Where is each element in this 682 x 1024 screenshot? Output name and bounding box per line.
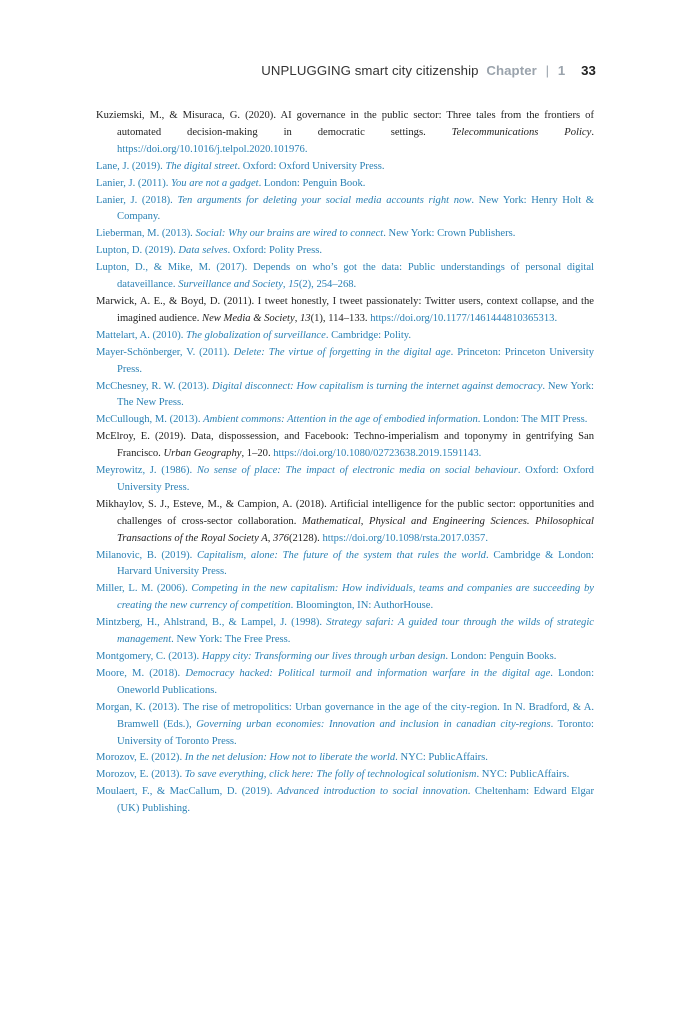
reference-title: Surveillance and Society bbox=[178, 279, 283, 291]
book-title: UNPLUGGING smart city citizenship bbox=[261, 63, 479, 78]
reference-text: . Oxford: Oxford University Press. bbox=[237, 160, 385, 172]
reference-title: Governing urban economies: Innovation and inclusion in canadian city-regions bbox=[196, 718, 551, 730]
chapter-number: 1 bbox=[557, 63, 566, 78]
reference-text: Montgomery, C. (2013). bbox=[96, 651, 202, 662]
reference-text: (1), 114–133. bbox=[310, 312, 371, 324]
reference-text: . New York: Crown Publishers. bbox=[383, 228, 516, 240]
reference-entry[interactable] bbox=[96, 345, 594, 379]
reference-text: Morozov, E. (2013). bbox=[96, 769, 185, 781]
reference-title: Data selves bbox=[178, 245, 228, 257]
reference-text: . Toronto: University of Toronto Press. bbox=[117, 718, 594, 747]
reference-title: Capitalism, alone: The future of the system that rules the world bbox=[196, 549, 486, 561]
reference-text: McCullough, M. (2013). bbox=[96, 414, 204, 426]
reference-text: . New York: Henry Holt & Company. bbox=[117, 194, 595, 223]
reference-entry[interactable] bbox=[96, 463, 594, 497]
reference-entry[interactable] bbox=[96, 581, 594, 615]
reference-text: . Cambridge: Polity. bbox=[325, 329, 412, 341]
reference-title: No sense of place: The impact of electronic media on social behaviour bbox=[196, 465, 518, 477]
reference-title: Strategy safari: A guided tour through the wilds of strategic management bbox=[117, 617, 594, 646]
reference-text: . NYC: PublicAffairs. bbox=[476, 769, 570, 781]
page-number: 33 bbox=[581, 63, 596, 78]
reference-text: Lanier, J. (2011). bbox=[96, 177, 172, 189]
reference-entry bbox=[96, 108, 594, 159]
reference-title: Telecommunications Policy bbox=[451, 126, 592, 138]
reference-entry[interactable] bbox=[96, 750, 594, 767]
reference-text: . London: Penguin Book. bbox=[258, 177, 366, 189]
reference-text: . New York: The Free Press. bbox=[171, 634, 291, 646]
reference-text: Mattelart, A. (2010). bbox=[96, 329, 187, 341]
reference-title: Democracy hacked: Political turmoil and information warfare in the digital age bbox=[185, 667, 551, 679]
reference-text: Morgan, K. (2013). The rise of metropolitics: Urban governance in the age of the city-region. In N. Bradford, & A. Bramwell (Eds.), bbox=[96, 701, 594, 730]
reference-text: . Princeton: Princeton University Press. bbox=[117, 346, 595, 375]
reference-entry[interactable] bbox=[96, 649, 594, 666]
reference-entry[interactable] bbox=[96, 767, 594, 784]
reference-title: Urban Geography bbox=[163, 448, 242, 460]
reference-text: Kuziemski, M., & Misuraca, G. (2020). AI governance in the public sector: Three tales from the frontiers of automated decision-making in democratic settings. bbox=[96, 110, 594, 138]
reference-text: Meyrowitz, J. (1986). bbox=[96, 465, 197, 477]
reference-entry[interactable] bbox=[96, 176, 594, 193]
reference-entry bbox=[96, 294, 594, 328]
reference-doi-link[interactable]: https://doi.org/10.1177/1461444810365313. bbox=[370, 312, 558, 324]
reference-text: Lupton, D. (2019). bbox=[96, 245, 179, 257]
reference-title: Advanced introduction to social innovation bbox=[277, 786, 468, 798]
reference-doi-link[interactable]: https://doi.org/10.1098/rsta.2017.0357. bbox=[322, 532, 488, 544]
reference-entry[interactable] bbox=[96, 193, 594, 227]
reference-punct: , bbox=[282, 279, 289, 291]
reference-text: Mayer-Schönberger, V. (2011). bbox=[96, 346, 234, 358]
reference-title: Ambient commons: Attention in the age of embodied information bbox=[203, 414, 478, 426]
reference-text: Miller, L. M. (2006). bbox=[96, 583, 192, 595]
reference-entry[interactable] bbox=[96, 666, 594, 700]
reference-title: The globalization of surveillance bbox=[186, 329, 326, 341]
reference-text: Mintzberg, H., Ahlstrand, B., & Lampel, J. (1998). bbox=[96, 617, 327, 629]
reference-entry bbox=[96, 497, 594, 548]
reference-text: . NYC: PublicAffairs. bbox=[395, 752, 488, 764]
reference-title: In the net delusion: How not to liberate the world bbox=[184, 752, 396, 764]
reference-doi-link[interactable]: https://doi.org/10.1080/02723638.2019.1591143. bbox=[273, 448, 482, 460]
reference-title: The digital street bbox=[165, 160, 238, 172]
chapter-label: Chapter bbox=[486, 63, 537, 78]
reference-text: McChesney, R. W. (2013). bbox=[96, 380, 213, 392]
reference-text: (2), 254–268. bbox=[298, 279, 357, 291]
reference-title: Competing in the new capitalism: How individuals, teams and companies are succeeding by creating the new currency of competition bbox=[117, 583, 594, 612]
reference-text: . London: Oneworld Publications. bbox=[117, 667, 595, 696]
reference-list bbox=[96, 108, 594, 818]
reference-entry bbox=[96, 429, 594, 463]
reference-title: Mathematical, Physical and Engineering Sciences. Philosophical Transactions of the Royal Society A bbox=[117, 515, 594, 544]
reference-text: Marwick, A. E., & Boyd, D. (2011). I tweet honestly, I tweet passionately: Twitter users, context collapse, and the imagined audience. bbox=[96, 295, 594, 324]
reference-entry[interactable] bbox=[96, 226, 594, 243]
reference-title: New Media & Society bbox=[202, 312, 295, 324]
reference-volume: 15 bbox=[288, 279, 299, 291]
reference-text: (2128). bbox=[288, 532, 323, 544]
reference-volume: 376 bbox=[273, 532, 289, 544]
reference-punct: , bbox=[267, 532, 274, 544]
reference-text: . Oxford: Oxford University Press. bbox=[117, 465, 594, 493]
reference-text: Lieberman, M. (2013). bbox=[96, 228, 196, 240]
reference-entry[interactable] bbox=[96, 243, 594, 260]
reference-text: Lane, J. (2019). bbox=[96, 160, 166, 172]
reference-title: Ten arguments for deleting your social media accounts right now bbox=[177, 194, 472, 206]
reference-entry[interactable] bbox=[96, 379, 594, 413]
reference-text: . bbox=[591, 126, 594, 138]
reference-text: . London: The MIT Press. bbox=[477, 414, 588, 426]
reference-title: Happy city: Transforming our lives through urban design bbox=[201, 651, 446, 662]
running-header bbox=[261, 63, 596, 78]
reference-entry[interactable] bbox=[96, 700, 594, 751]
reference-text: Mikhaylov, S. J., Esteve, M., & Campion, A. (2018). Artificial intelligence for the public sector: opportunities and challenges of cross-sector collaboration. bbox=[96, 498, 594, 527]
reference-entry[interactable] bbox=[96, 260, 594, 294]
reference-entry[interactable] bbox=[96, 159, 594, 176]
reference-entry[interactable] bbox=[96, 548, 594, 582]
reference-text: Lanier, J. (2018). bbox=[96, 194, 178, 206]
reference-text: Moore, M. (2018). bbox=[96, 667, 186, 679]
reference-title: Delete: The virtue of forgetting in the digital age bbox=[233, 346, 451, 358]
reference-entry[interactable] bbox=[96, 784, 594, 818]
reference-title: Digital disconnect: How capitalism is turning the internet against democracy bbox=[212, 380, 543, 392]
reference-text: Morozov, E. (2012). bbox=[96, 752, 185, 764]
reference-text: Milanovic, B. (2019). bbox=[96, 549, 197, 561]
reference-text: McElroy, E. (2019). Data, dispossession, and Facebook: Techno-imperialism and toponymy in gentrifying San Francisco. bbox=[96, 431, 594, 460]
reference-text: . Oxford: Polity Press. bbox=[227, 245, 322, 257]
reference-text: . Bloomington, IN: AuthorHouse. bbox=[290, 600, 434, 612]
reference-entry[interactable] bbox=[96, 328, 594, 345]
reference-punct: , bbox=[294, 312, 300, 324]
reference-text: , 1–20. bbox=[241, 448, 274, 460]
reference-text: . Cheltenham: Edward Elgar (UK) Publishing. bbox=[117, 786, 594, 815]
reference-doi-link[interactable]: https://doi.org/10.1016/j.telpol.2020.101976. bbox=[117, 143, 308, 155]
reference-text: . New York: The New Press. bbox=[117, 380, 594, 409]
reference-text: Lupton, D., & Mike, M. (2017). Depends on who’s got the data: Public understandings of personal digital dataveillance. bbox=[96, 262, 594, 291]
reference-title: Social: Why our brains are wired to connect bbox=[195, 228, 384, 240]
reference-volume: 13 bbox=[299, 312, 311, 324]
header-separator: | bbox=[545, 63, 550, 78]
reference-text: . Cambridge & London: Harvard University Press. bbox=[117, 549, 594, 578]
reference-text: . London: Penguin Books. bbox=[445, 651, 557, 662]
reference-entry[interactable] bbox=[96, 412, 594, 429]
reference-entry[interactable] bbox=[96, 615, 594, 649]
reference-title: You are not a gadget bbox=[171, 177, 259, 189]
reference-title: To save everything, click here: The folly of technological solutionism bbox=[184, 769, 477, 781]
reference-text: Moulaert, F., & MacCallum, D. (2019). bbox=[96, 786, 278, 798]
